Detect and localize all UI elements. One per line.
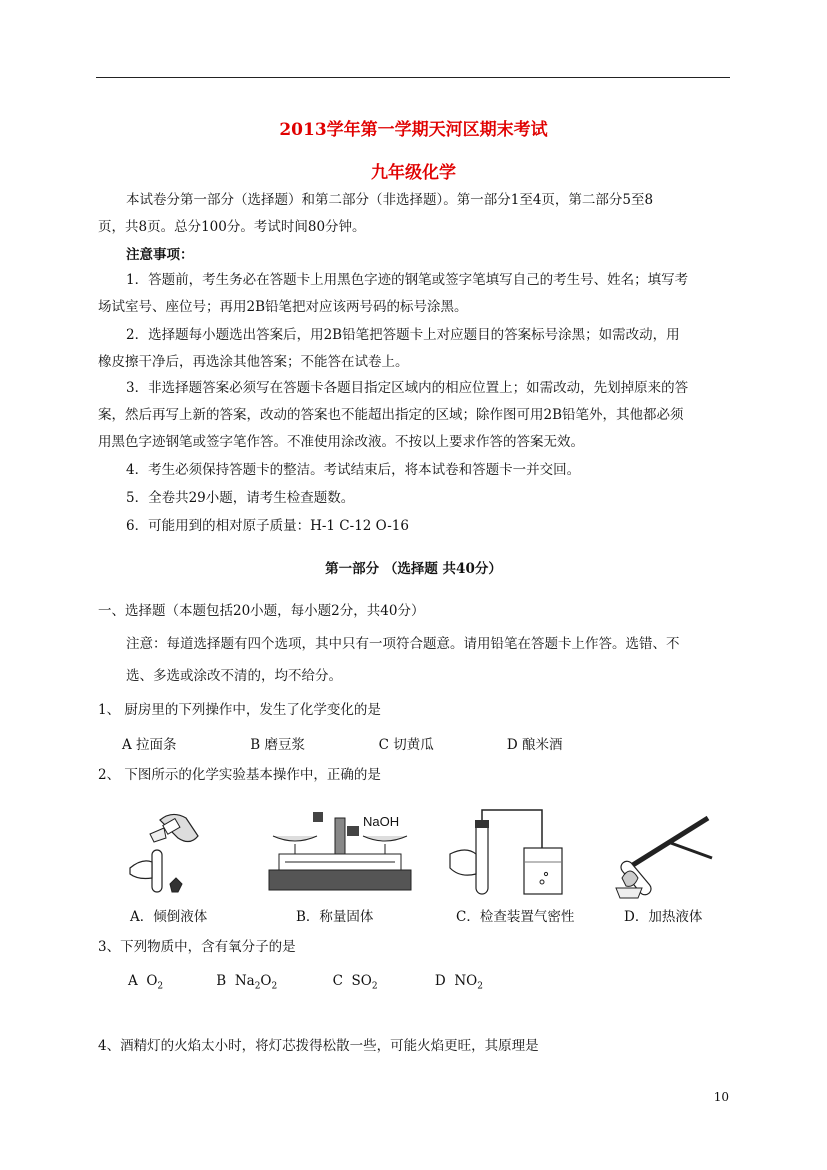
q2-caption-d: D．加热液体 xyxy=(624,909,703,925)
notice-line: 3．非选择题答案必须写在答题卡各题目指定区域内的相应位置上；如需改动，先划掉原来的答 xyxy=(126,380,689,396)
q2-stem: 2、 下图所示的化学实验基本操作中，正确的是 xyxy=(98,767,381,783)
q3-option-c: C $SO_2$ xyxy=(332,973,378,992)
notice-line: 4．考生必须保持答题卡的整洁。考试结束后，将本试卷和答题卡一并交回。 xyxy=(126,462,581,478)
airtightness-figure xyxy=(446,808,566,900)
q1-option-b: B 磨豆浆 xyxy=(250,737,306,753)
q3-option-d: D $NO_2$ xyxy=(434,973,483,992)
notice-heading: 注意事项： xyxy=(126,247,194,263)
header-rule xyxy=(96,77,730,78)
notice-line: 2．选择题每小题选出答案后，用2B铅笔把答题卡上对应题目的答案标号涂黑；如需改动，用 xyxy=(126,327,680,343)
notice-line: 6．可能用到的相对原子质量：H-1 C-12 O-16 xyxy=(126,518,409,534)
q1-option-c: C 切黄瓜 xyxy=(378,737,434,753)
q3-option-b: B $Na_2O_2$ xyxy=(216,973,278,992)
notice-line: 案，然后再写上新的答案，改动的答案也不能超出指定的区域；除作图可用2B铅笔外，其他都必须 xyxy=(98,407,684,423)
q3-stem: 3、下列物质中，含有氧分子的是 xyxy=(98,939,296,955)
intro-line-2: 页，共8页。总分100分。考试时间80分钟。 xyxy=(98,219,366,235)
page-number: 10 xyxy=(713,1090,729,1104)
exam-title: 2013学年第一学期天河区期末考试 xyxy=(279,120,548,140)
heating-liquid-figure xyxy=(608,808,718,900)
exam-subtitle: 九年级化学 xyxy=(371,163,456,183)
q1-option-a: A 拉面条 xyxy=(122,737,177,753)
notice-line: 5．全卷共29小题，请考生检查题数。 xyxy=(126,490,355,506)
part1-heading: 第一部分 （选择题 共40分） xyxy=(325,561,502,577)
section-note-2: 选、多选或涂改不清的，均不给分。 xyxy=(126,668,342,684)
q1-options xyxy=(122,733,563,753)
pouring-liquid-figure xyxy=(120,808,215,898)
q2-caption-c: C．检查装置气密性 xyxy=(456,909,575,925)
notice-line: 橡皮擦干净后，再选涂其他答案；不能答在试卷上。 xyxy=(98,354,409,370)
section-note-1: 注意：每道选择题有四个选项，其中只有一项符合题意。请用铅笔在答题卡上作答。选错、不 xyxy=(126,636,680,652)
q3-options xyxy=(128,973,483,992)
q2-caption-b: B．称量固体 xyxy=(296,909,374,925)
notice-line: 1．答题前，考生务必在答题卡上用黑色字迹的钢笔或签字笔填写自己的考生号、姓名；填写考 xyxy=(126,272,689,288)
q1-stem: 1、 厨房里的下列操作中，发生了化学变化的是 xyxy=(98,702,381,718)
balance-figure xyxy=(265,808,415,898)
intro-line-1: 本试卷分第一部分（选择题）和第二部分（非选择题）。第一部分1至4页，第二部分5至8 xyxy=(126,192,654,208)
q3-option-a: A $O_2$ xyxy=(128,973,164,992)
notice-line: 场试室号、座位号；再用2B铅笔把对应该两号码的标号涂黑。 xyxy=(98,299,468,315)
naoh-label: NaOH xyxy=(363,814,400,829)
q1-option-d: D 酿米酒 xyxy=(506,737,563,753)
q2-caption-a: A．倾倒液体 xyxy=(130,909,208,925)
q4-stem: 4、酒精灯的火焰太小时，将灯芯拨得松散一些，可能火焰更旺，其原理是 xyxy=(98,1038,539,1054)
notice-line: 用黑色字迹钢笔或签字笔作答。不准使用涂改液。不按以上要求作答的答案无效。 xyxy=(98,434,584,450)
section-heading: 一、选择题（本题包括20小题，每小题2分，共40分） xyxy=(98,603,425,619)
